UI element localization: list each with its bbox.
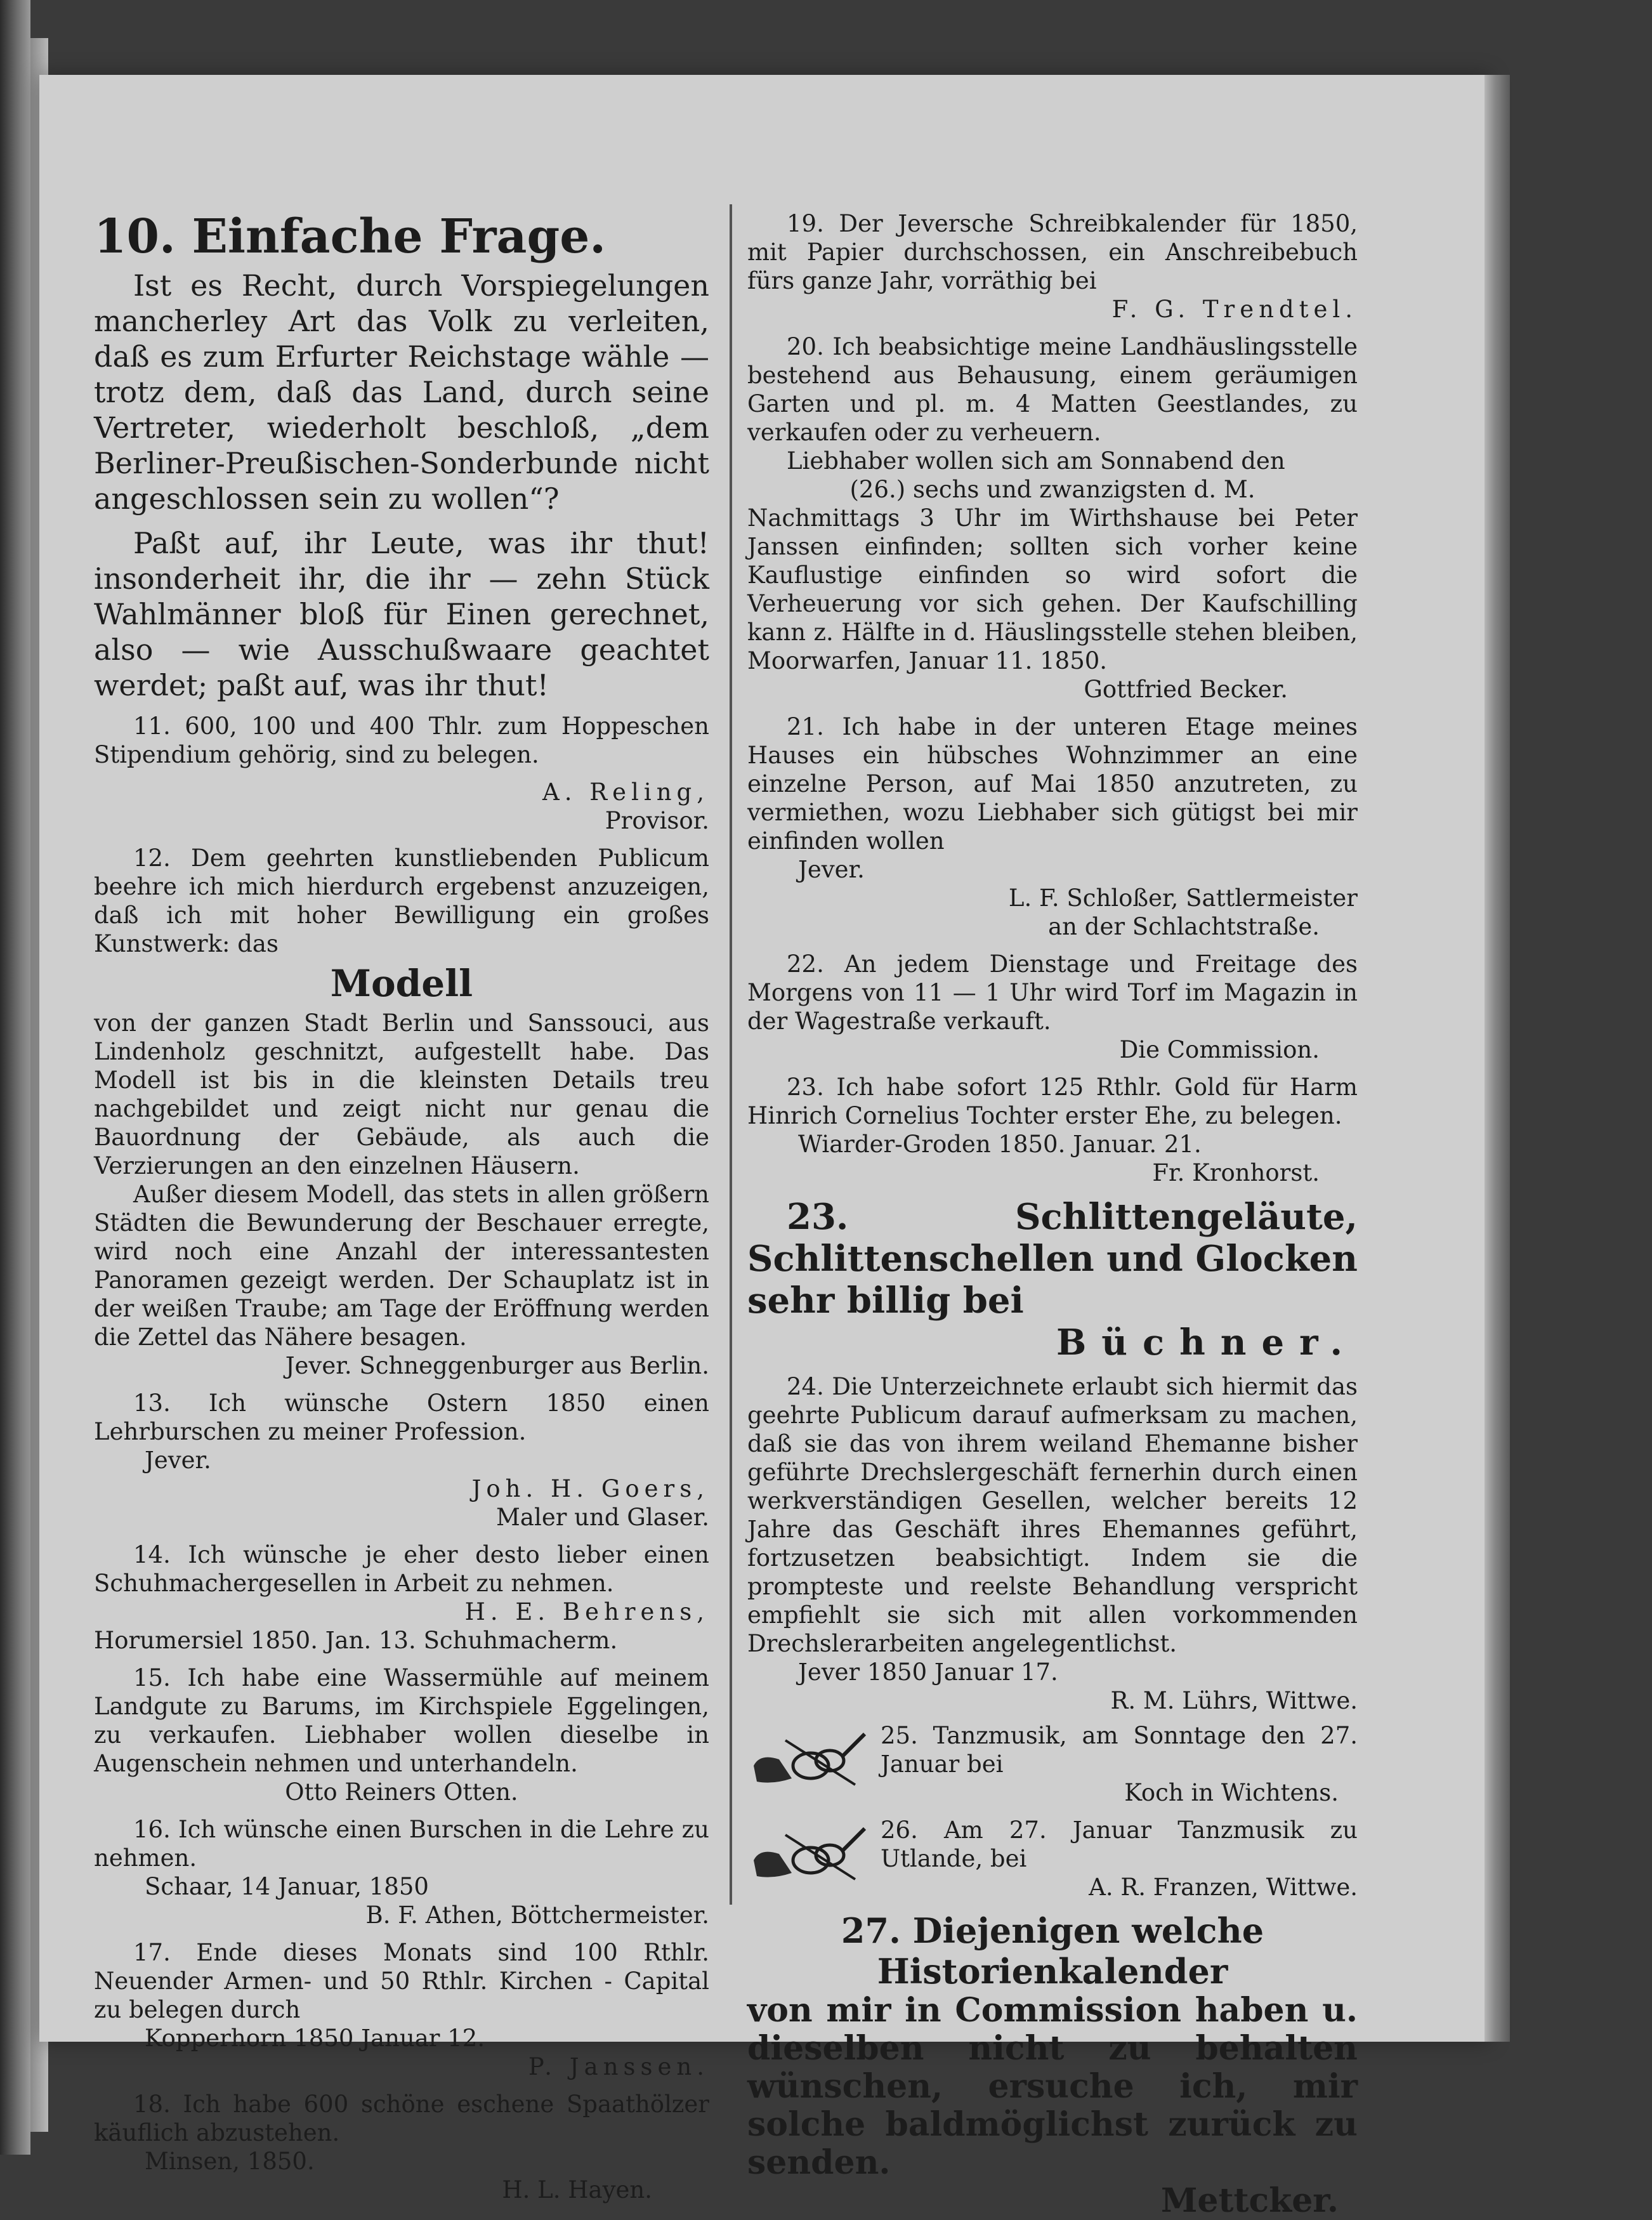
entry-27-heading: 27. Diejenigen welche (841, 1910, 1264, 1951)
entry-27-signature: Mettcker. (1160, 2181, 1339, 2220)
entry-17-place: Kopperhorn 1850 Januar 12. (145, 2025, 485, 2052)
entry-10-title: Einfache Frage. (192, 209, 606, 264)
guitar-violin-icon (747, 1816, 868, 1892)
entry-19-text: 19. Der Jeversche Schreibkalender für 1850, mit Papier durchschossen, ein Anschreibebuch fürs ganze Jahr, vorräthig bei (747, 210, 1358, 294)
entry-13-text: 13. Ich wünsche Ostern 1850 einen Lehrburschen zu meiner Profession. (94, 1389, 709, 1445)
entry-25 (747, 1721, 1358, 1807)
page-right-edge (1485, 75, 1510, 2042)
entry-27-text: von mir in Commission haben u. dieselben nicht zu behalten wünschen, ersuche ich, mir solche baldmöglichst zurück zu senden. (747, 1991, 1358, 2182)
entry-10-heading (94, 209, 709, 264)
entry-15-text: 15. Ich habe eine Wassermühle auf meinem Landgute zu Barums, im Kirchspiele Eggelingen, zu verkaufen. Liebhaber wollen dieselbe in Augenschein nehmen und unterhandeln. (94, 1664, 709, 1777)
entry-21-signature: L. F. Schloßer, Sattlermeister (1008, 884, 1358, 912)
entry-20-text: 20. Ich beabsichtige meine Landhäuslingsstelle bestehend aus Behausung, einem geräumigen Garten und pl. m. 4 Matten Geestlandes, zu verkaufen oder zu verheuern. (747, 333, 1358, 446)
guitar-violin-icon (747, 1721, 868, 1797)
entry-20-text-3: (26.) sechs und zwanzigsten d. M. (849, 476, 1255, 503)
entry-13-signature: Joh. H. Goers, (471, 1475, 709, 1502)
entry-24-place: Jever 1850 Januar 17. (798, 1658, 1058, 1686)
book-spine-edge (0, 0, 30, 2155)
entry-26 (747, 1816, 1358, 1901)
entry-18-place: Minsen, 1850. (145, 2148, 315, 2175)
entry-18-text: 18. Ich habe 600 schöne eschene Spaathölzer käuflich abzustehen. (94, 2091, 709, 2146)
entry-27-subheading: Historienkalender (877, 1951, 1228, 1992)
entry-12-text-2: von der ganzen Stadt Berlin und Sanssouci, aus Lindenholz geschnitzt, aufgestellt habe. Das Modell ist bis in die kleinsten Details treu nachgebildet und zeigt nicht nur genau die Bauordnung der Gebäude, als auch die Verzierungen an den einzelnen Häusern. (94, 1009, 709, 1179)
entry-21-place: Jever. (798, 856, 865, 883)
entry-21-text: 21. Ich habe in der unteren Etage meines Hauses ein hübsches Wohnzimmer an eine einzelne Person, auf Mai 1850 anzutreten, zu vermiethen, wozu Liebhaber sich gütigst bei mir einfinden wollen (747, 713, 1358, 855)
entry-14-place: Horumersiel 1850. Jan. 13. Schuhmacherm. (94, 1627, 618, 1654)
entry-16-signature: B. F. Athen, Böttchermeister. (365, 1901, 709, 1929)
entry-24-text: 24. Die Unterzeichnete erlaubt sich hiermit das geehrte Publicum darauf aufmerksam zu machen, daß sie das von ihrem weiland Ehemanne bisher geführte Drechslergeschäft fernerhin durch einen werkverständigen Gesellen, welcher bereits 12 Jahre das Geschäft ihres Ehemannes geführt, fortzusetzen beabsichtigt. Indem sie die prompteste und reelste Behandlung verspricht empfiehlt sie sich mit allen vorkommenden Drechslerarbeiten angelegentlichst. (747, 1373, 1358, 1657)
entry-16-place: Schaar, 14 Januar, 1850 (145, 1873, 429, 1900)
entry-24-signature: R. M. Lührs, Wittwe. (1110, 1687, 1358, 1714)
entry-12-signature: Jever. Schneggenburger aus Berlin. (285, 1352, 709, 1379)
entry-26-signature: A. R. Franzen, Wittwe. (1089, 1874, 1358, 1901)
entry-25-text: 25. Tanzmusik, am Sonntage den 27. Januar bei (881, 1722, 1358, 1778)
entry-17-signature: P. Janssen. (528, 2053, 709, 2080)
entry-23a-signature: Fr. Kronhorst. (1152, 1159, 1320, 1186)
entry-14-text: 14. Ich wünsche je eher desto lieber einen Schuhmachergesellen in Arbeit zu nehmen. (94, 1541, 709, 1597)
entry-25-signature: Koch in Wichtens. (1124, 1779, 1339, 1806)
entry-23b-signature: Büchner. (1056, 1322, 1358, 1363)
entry-23a-text: 23. Ich habe sofort 125 Rthlr. Gold für Harm Hinrich Cornelius Tochter erster Ehe, zu belegen. (747, 1074, 1358, 1129)
entry-11-signature: A. Reling, (542, 778, 709, 806)
entry-14-signature: H. E. Behrens, (464, 1598, 709, 1626)
entry-10-number: 10. (94, 209, 176, 264)
entry-12-text-3: Außer diesem Modell, das stets in allen größern Städten die Bewunderung der Beschauer erregte, wird noch eine Anzahl der interessantesten Panoramen gezeigt werden. Der Schauplatz ist in der weißen Traube; am Tage der Eröffnung werden die Zettel das Nähere besagen. (94, 1181, 709, 1351)
entry-17-text: 17. Ende dieses Monats sind 100 Rthlr. Neuender Armen- und 50 Rthlr. Kirchen - Capital zu belegen durch (94, 1939, 709, 2023)
right-column (747, 209, 1358, 2220)
left-column (94, 209, 709, 2204)
entry-13-title: Maler und Glaser. (496, 1504, 709, 1531)
entry-26-text: 26. Am 27. Januar Tanzmusik zu Utlande, bei (881, 1816, 1358, 1872)
entry-23a-place: Wiarder-Groden 1850. Januar. 21. (798, 1131, 1202, 1158)
entry-20-text-4: Nachmittags 3 Uhr im Wirthshause bei Peter Janssen einfinden; sollten sich vorher keine Kauflustige einfinden so wird sofort die Verheuerung vor sich gehen. Der Kaufschilling kann z. Hälfte in d. Häuslingsstelle stehen bleiben, Moorwarfen, Januar 11. 1850. (747, 504, 1358, 674)
entry-21-address: an der Schlachtstraße. (1048, 913, 1320, 940)
entry-11-text: 11. 600, 100 und 400 Thlr. zum Hoppeschen Stipendium gehörig, sind zu belegen. (94, 713, 709, 768)
entry-18-signature: H. L. Hayen. (502, 2176, 652, 2204)
entry-19-signature: F. G. Trendtel. (1111, 296, 1358, 323)
entry-20-signature: Gottfried Becker. (1084, 676, 1288, 703)
entry-22-text: 22. An jedem Dienstage und Freitage des Morgens von 11 — 1 Uhr wird Torf im Magazin in der Wagestraße verkauft. (747, 950, 1358, 1035)
entry-12-text: 12. Dem geehrten kunstliebenden Publicum beehre ich mich hierdurch ergebenst anzuzeigen, daß ich mit hoher Bewilligung ein großes Kunstwerk: das (94, 844, 709, 957)
entry-13-place: Jever. (145, 1447, 211, 1474)
entry-11-title: Provisor. (605, 807, 709, 834)
entry-15-signature: Otto Reiners Otten. (285, 1778, 518, 1806)
entry-23b-heading: 23. Schlittengeläute, Schlittenschellen und Glocken sehr billig bei (747, 1196, 1358, 1322)
entry-10-paragraph-2: Paßt auf, ihr Leute, was ihr thut! insonderheit ihr, die ihr — zehn Stück Wahlmänner bloß für Einen gerechnet, also — wie Ausschußwaare geachtet werdet; paßt auf, was ihr thut! (94, 526, 709, 702)
entry-16-text: 16. Ich wünsche einen Burschen in die Lehre zu nehmen. (94, 1816, 709, 1872)
entry-10-paragraph-1: Ist es Recht, durch Vorspiegelungen mancherley Art das Volk zu verleiten, daß es zum Erfurter Reichstage wähle — trotz dem, daß das Land, durch seine Vertreter, wiederholt beschloß, „dem Berliner-Preußischen-Sonderbunde nicht angeschlossen sein zu wollen“? (94, 268, 709, 516)
entry-22-signature: Die Commission. (1119, 1036, 1320, 1063)
entry-12-modell-heading: Modell (330, 962, 473, 1005)
column-divider (730, 204, 732, 1905)
entry-20-text-2: Liebhaber wollen sich am Sonnabend den (787, 447, 1285, 475)
